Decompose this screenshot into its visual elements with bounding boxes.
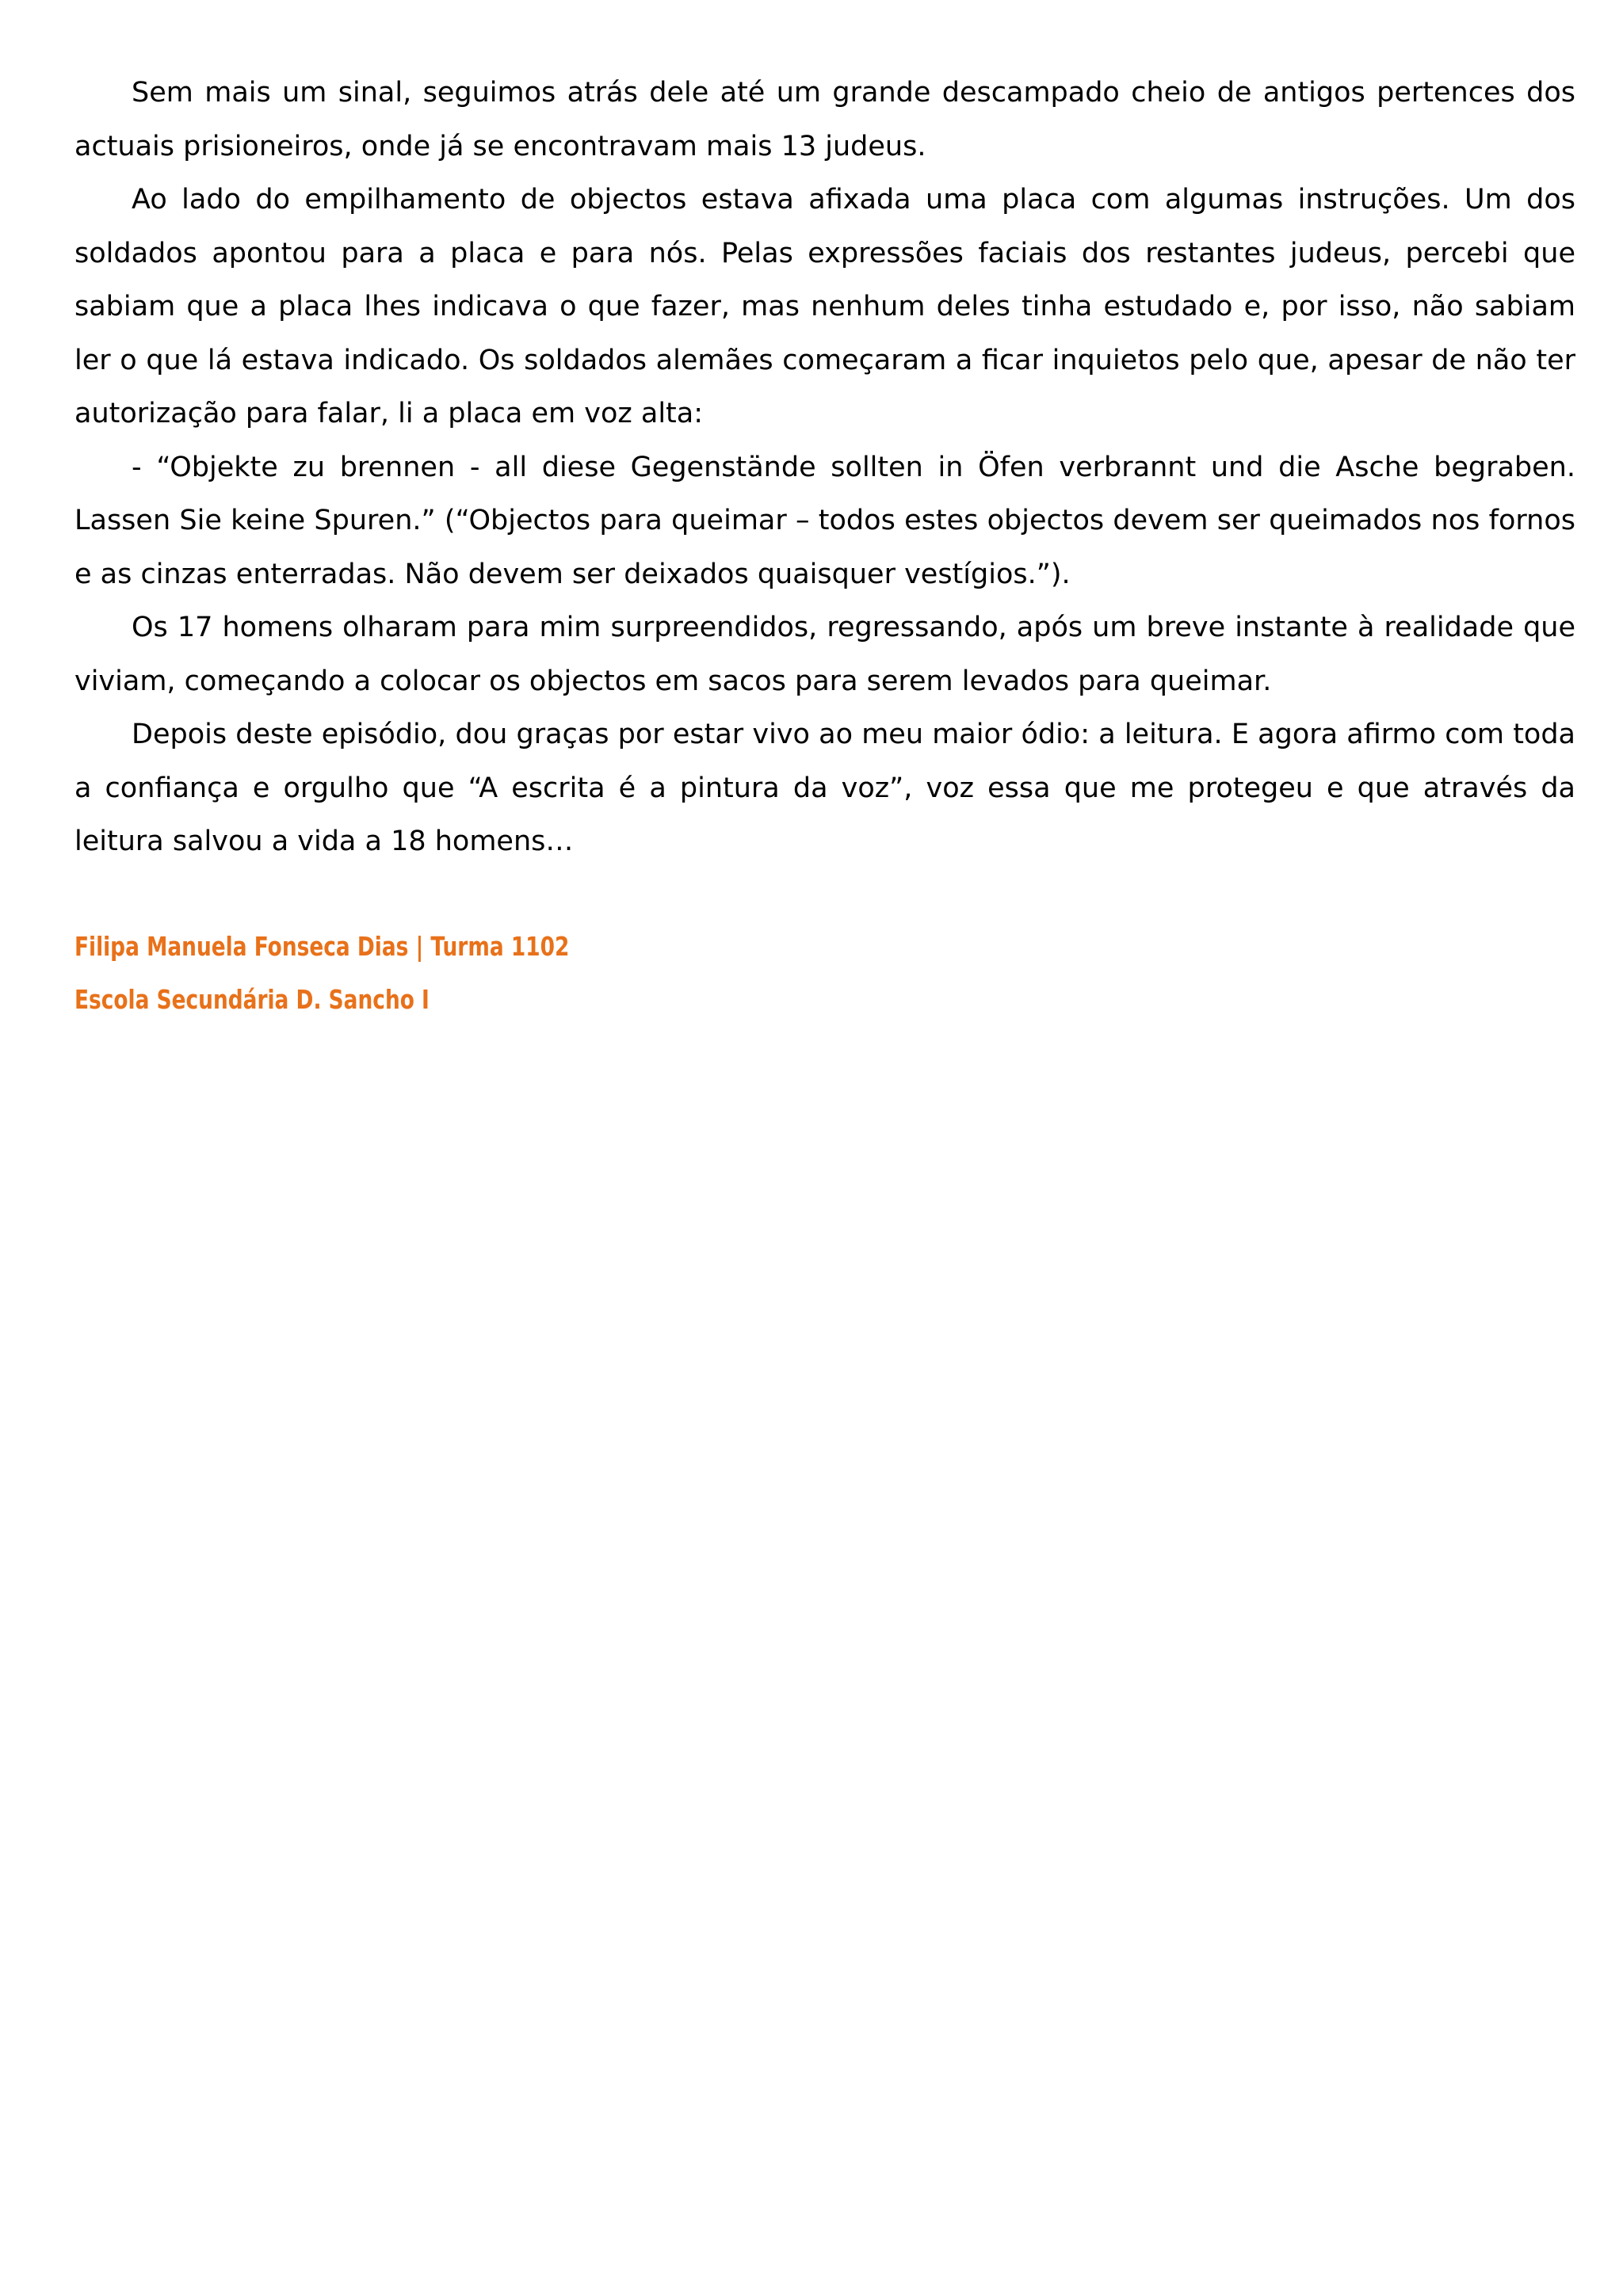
signature-block	[74, 920, 1275, 1026]
school-line: Escola Secundária D. Sancho I	[74, 983, 430, 1015]
paragraph: Depois deste episódio, dou graças por estar vivo ao meu maior ódio: a leitura. E agora afirmo com toda a confiança e orgulho que “A escrita é a pintura da voz”, voz essa que me protegeu e que através da leitura salvou a vida a 18 homens…	[74, 719, 1575, 857]
author-line: Filipa Manuela Fonseca Dias | Turma 1102	[74, 930, 570, 962]
paragraph: Sem mais um sinal, seguimos atrás dele até um grande descampado cheio de antigos pertences dos actuais prisioneiros, onde já se encontravam mais 13 judeus.	[74, 77, 1575, 162]
document-body	[74, 67, 1575, 1026]
paragraph: Os 17 homens olharam para mim surpreendidos, regressando, após um breve instante à realidade que viviam, começando a colocar os objectos em sacos para serem levados para queimar.	[74, 612, 1575, 697]
paragraph: Ao lado do empilhamento de objectos estava afixada uma placa com algumas instruções. Um dos soldados apontou para a placa e para nós. Pelas expressões faciais dos restantes judeus, percebi que sabiam que a placa lhes indicava o que fazer, mas nenhum deles tinha estudado e, por isso, não sabiam ler o que lá estava indicado. Os soldados alemães começaram a ficar inquietos pelo que, apesar de não ter autorização para falar, li a placa em voz alta:	[74, 184, 1575, 429]
paragraph: - “Objekte zu brennen - all diese Gegenstände sollten in Öfen verbrannt und die Asche begraben. Lassen Sie keine Spuren.” (“Objectos para queimar – todos estes objectos devem ser queimados nos fornos e as cinzas enterradas. Não devem ser deixados quaisquer vestígios.”).	[74, 451, 1575, 590]
